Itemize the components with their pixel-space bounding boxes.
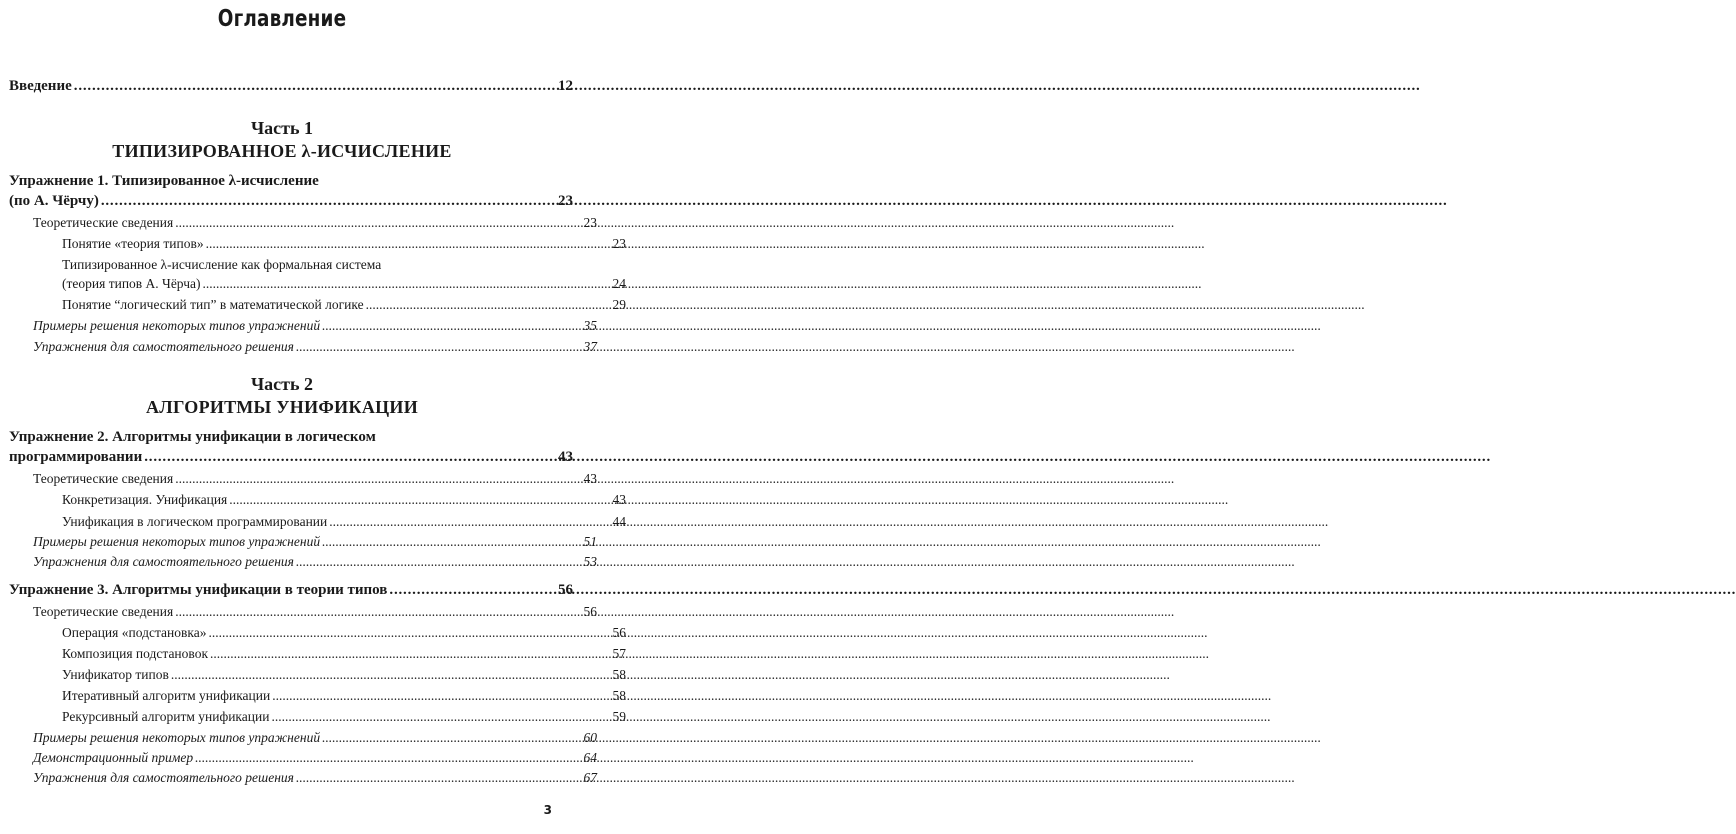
toc-page: 35 <box>583 318 597 333</box>
toc-label: Теоретические сведения <box>33 604 174 619</box>
toc-label: Операция «подстановка» <box>62 625 207 640</box>
toc-label: программировании <box>9 449 143 465</box>
toc-page: 64 <box>583 750 597 765</box>
toc-page: 56 <box>583 604 597 619</box>
toc-entry-formal-system-line1[interactable]: Типизированное λ-исчисление как формальная система <box>62 257 382 272</box>
toc-page: 59 <box>612 709 626 724</box>
toc-page: 43 <box>583 471 597 486</box>
dot-leader <box>175 604 581 620</box>
toc-page: 57 <box>612 646 626 661</box>
dot-leader <box>322 318 581 334</box>
toc-page: 58 <box>612 688 626 703</box>
toc-label: Понятие “логический тип” в математической логике <box>62 297 364 312</box>
toc-label: Введение <box>9 78 72 94</box>
toc-entry-examples[interactable] <box>0 318 608 334</box>
dot-leader <box>296 339 582 355</box>
page-title: Оглавление <box>217 6 347 32</box>
toc-label: Упражнение 3. Алгоритмы унификации в теории типов <box>9 582 388 598</box>
toc-page: 43 <box>558 449 573 465</box>
toc-label: Понятие «теория типов» <box>62 236 204 251</box>
dot-leader <box>195 750 581 766</box>
toc-entry-theory[interactable] <box>0 215 608 231</box>
toc-entry-logic-unification[interactable] <box>0 514 637 530</box>
toc-label: (теория типов А. Чёрча) <box>62 276 201 291</box>
dot-leader <box>74 78 556 95</box>
dot-leader <box>171 667 611 683</box>
toc-page: 29 <box>612 297 626 312</box>
toc-page: 24 <box>612 276 626 291</box>
toc-entry-types-concept[interactable] <box>0 236 637 252</box>
toc-page: 60 <box>583 730 597 745</box>
toc-label: Примеры решения некоторых типов упражнений <box>33 318 321 333</box>
toc-entry-formal-system[interactable] <box>0 276 637 292</box>
toc-label: Рекурсивный алгоритм унификации <box>62 709 270 724</box>
toc-entry-recursive[interactable] <box>0 709 637 725</box>
toc-entry-self-study[interactable] <box>0 339 608 355</box>
dot-leader <box>366 297 611 313</box>
toc-label: Упражнения для самостоятельного решения <box>33 339 294 354</box>
toc-page: 51 <box>583 534 597 549</box>
dot-leader <box>144 449 556 466</box>
toc-entry-intro[interactable] <box>0 78 584 95</box>
dot-leader <box>175 471 581 487</box>
toc-label: Демонстрационный пример <box>33 750 194 765</box>
toc-page: 23 <box>583 215 597 230</box>
toc-page: 23 <box>558 193 573 209</box>
toc-label: Теоретические сведения <box>33 471 174 486</box>
toc-page: 56 <box>612 625 626 640</box>
toc-entry-demo[interactable] <box>0 750 608 766</box>
dot-leader <box>322 730 581 746</box>
toc-label: (по А. Чёрчу) <box>9 193 99 209</box>
toc-entry-composition[interactable] <box>0 646 637 662</box>
toc-page: 23 <box>612 236 626 251</box>
toc-entry-theory[interactable] <box>0 604 608 620</box>
toc-page: 56 <box>558 582 573 598</box>
toc-label: Итеративный алгоритм унификации <box>62 688 271 703</box>
toc-entry-iterative[interactable] <box>0 688 637 704</box>
toc-label: Конкретизация. Унификация <box>62 492 228 507</box>
toc-entry-examples[interactable] <box>0 534 608 550</box>
dot-leader <box>272 688 610 704</box>
toc-page: 37 <box>583 339 597 354</box>
toc-label: Унификация в логическом программировании <box>62 514 328 529</box>
dot-leader <box>208 625 610 641</box>
toc-label: Примеры решения некоторых типов упражнений <box>33 534 321 549</box>
dot-leader <box>296 554 582 570</box>
toc-page: 43 <box>612 492 626 507</box>
part-title: АЛГОРИТМЫ УНИФИКАЦИИ <box>145 397 419 417</box>
toc-entry-theory[interactable] <box>0 471 608 487</box>
dot-leader <box>175 215 581 231</box>
dot-leader <box>203 276 611 292</box>
toc-label: Упражнения для самостоятельного решения <box>33 770 294 785</box>
dot-leader <box>322 534 581 550</box>
toc-page: 58 <box>612 667 626 682</box>
dot-leader <box>206 236 611 252</box>
dot-leader <box>296 770 582 786</box>
part-number: Часть 2 <box>250 374 314 394</box>
part-title: ТИПИЗИРОВАННОЕ λ-ИСЧИСЛЕНИЕ <box>112 141 452 161</box>
dot-leader <box>389 582 556 599</box>
dot-leader <box>329 514 610 530</box>
toc-entry-self-study[interactable] <box>0 554 608 570</box>
toc-entry-ex1[interactable] <box>0 193 584 210</box>
toc-entry-examples[interactable] <box>0 730 608 746</box>
toc-entry-ex1-line1[interactable]: Упражнение 1. Типизированное λ-исчисление <box>9 173 319 189</box>
toc-label: Упражнения для самостоятельного решения <box>33 554 294 569</box>
toc-entry-logical-type[interactable] <box>0 297 637 313</box>
page-number: 3 <box>543 803 552 817</box>
toc-entry-ex3[interactable] <box>0 582 584 599</box>
part-number: Часть 1 <box>250 118 314 138</box>
toc-label: Примеры решения некоторых типов упражнений <box>33 730 321 745</box>
toc-entry-substitution[interactable] <box>0 625 637 641</box>
toc-page: 12 <box>558 78 573 94</box>
toc-entry-self-study[interactable] <box>0 770 608 786</box>
toc-entry-type-unifier[interactable] <box>0 667 637 683</box>
toc-label: Теоретические сведения <box>33 215 174 230</box>
dot-leader <box>229 492 610 508</box>
toc-label: Композиция подстановок <box>62 646 209 661</box>
toc-entry-ex2[interactable] <box>0 449 584 466</box>
dot-leader <box>271 709 610 725</box>
toc-page: 67 <box>583 770 597 785</box>
toc-entry-concretization[interactable] <box>0 492 637 508</box>
toc-page: 44 <box>612 514 626 529</box>
toc-entry-ex2-line1[interactable]: Упражнение 2. Алгоритмы унификации в логическом <box>9 429 376 445</box>
dot-leader <box>210 646 610 662</box>
dot-leader <box>101 193 556 210</box>
toc-page: 53 <box>583 554 597 569</box>
toc-label: Унификатор типов <box>62 667 169 682</box>
